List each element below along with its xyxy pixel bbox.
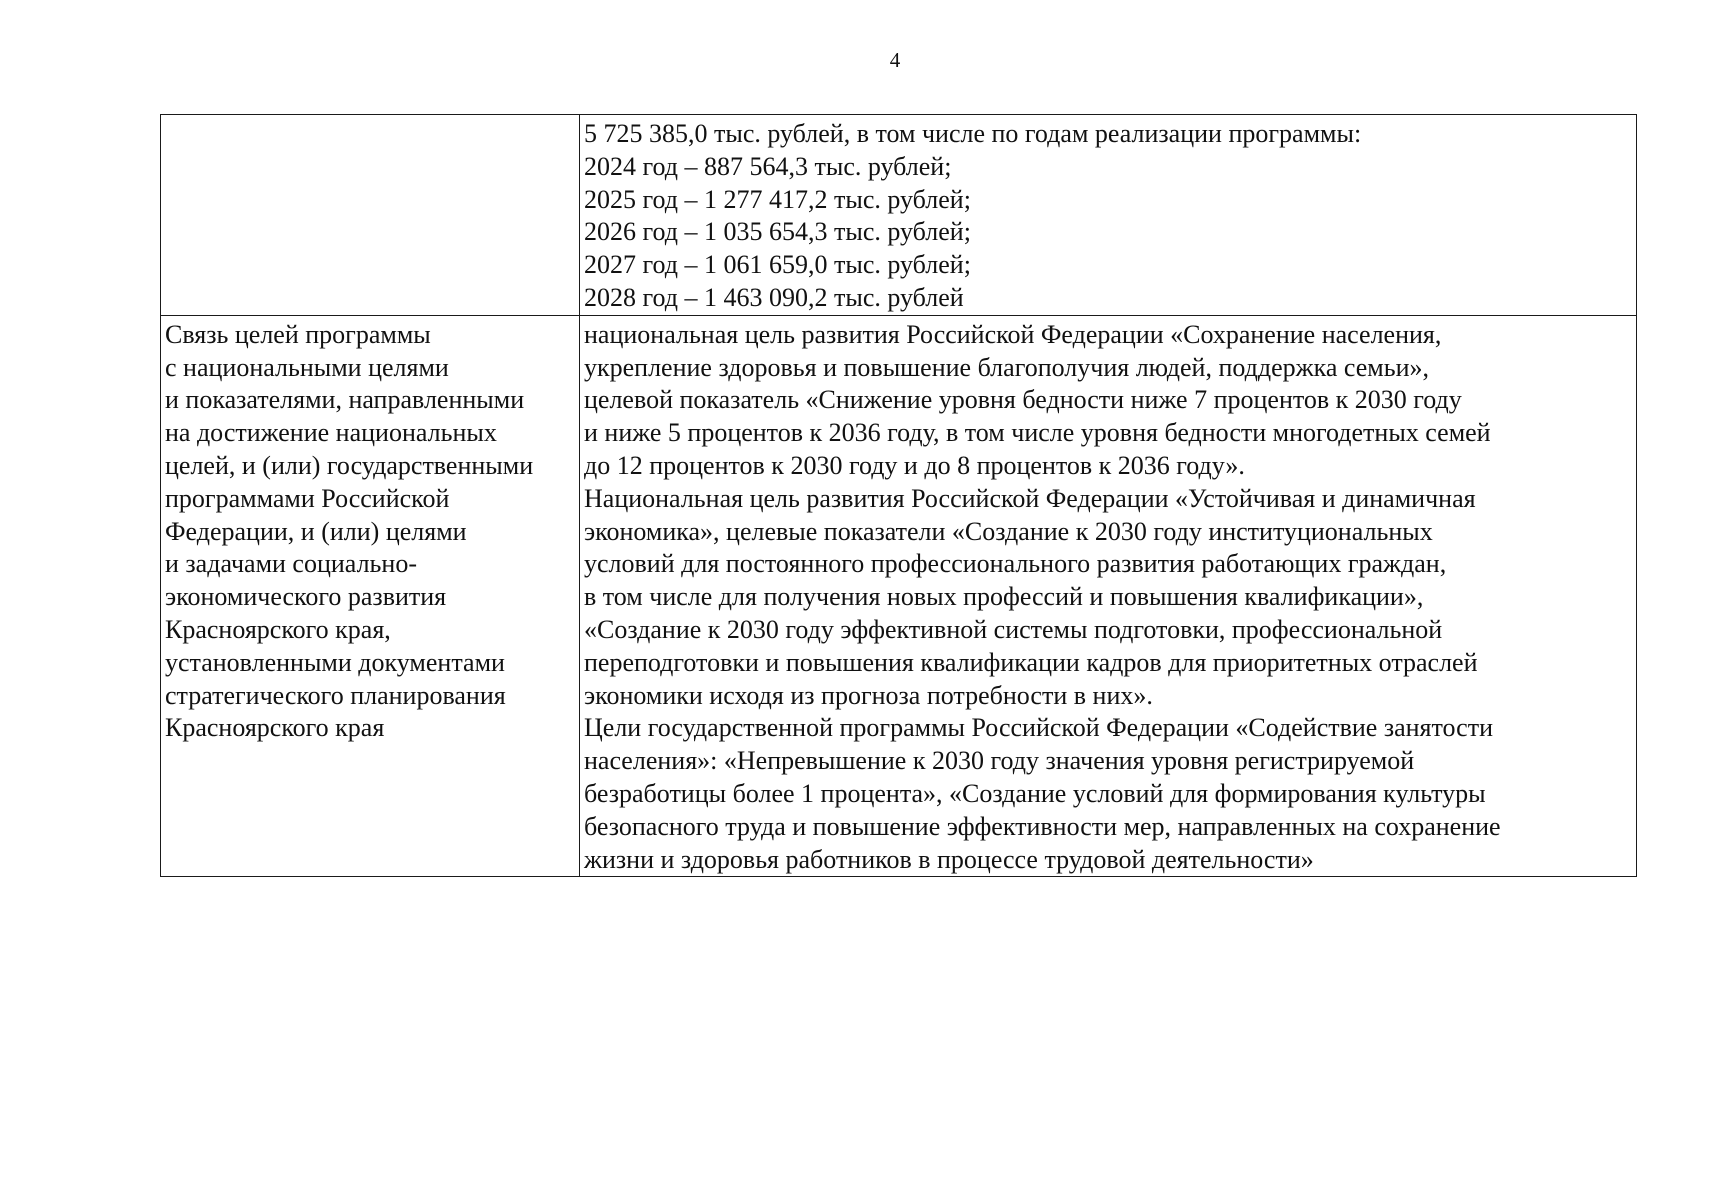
program-passport-table (160, 114, 1637, 877)
text-line: целей, и (или) государственными (165, 450, 534, 480)
funding-value-cell (580, 115, 1637, 316)
text-line: и ниже 5 процентов к 2036 году, в том числе уровня бедности многодетных семей (584, 418, 1491, 448)
text-line: на достижение национальных (165, 418, 497, 448)
text-line: Красноярского края, (165, 614, 391, 644)
page-number: 4 (889, 48, 901, 72)
text-line: Национальная цель развития Российской Федерации «Устойчивая и динамичная (584, 483, 1476, 513)
text-line: 2028 год – 1 463 090,2 тыс. рублей (584, 282, 964, 312)
text-line: 2024 год – 887 564,3 тыс. рублей; (584, 151, 952, 181)
goals-link-value-cell (580, 315, 1637, 877)
text-line: Связь целей программы (165, 319, 431, 349)
text-line: Федерации, и (или) целями (165, 516, 467, 546)
text-line: 2027 год – 1 061 659,0 тыс. рублей; (584, 250, 971, 280)
text-line: безработицы более 1 процента», «Создание условий для формирования культуры (584, 778, 1486, 808)
text-line: населения»: «Непревышение к 2030 году значения уровня регистрируемой (584, 746, 1415, 776)
text-line: экономика», целевые показатели «Создание к 2030 году институциональных (584, 516, 1433, 546)
text-line: укрепление здоровья и повышение благополучия людей, поддержка семьи», (584, 352, 1429, 382)
text-line: и задачами социально- (165, 549, 417, 579)
text-line: установленными документами (165, 647, 505, 677)
text-line: условий для постоянного профессионального развития работающих граждан, (584, 549, 1447, 579)
text-line: национальная цель развития Российской Федерации «Сохранение населения, (584, 319, 1442, 349)
text-line: и показателями, направленными (165, 385, 525, 415)
text-line: безопасного труда и повышение эффективности мер, направленных на сохранение (584, 811, 1501, 841)
funding-label-cell (161, 115, 580, 316)
text-line: стратегического планирования (165, 680, 506, 710)
text-line: «Создание к 2030 году эффективной системы подготовки, профессиональной (584, 614, 1443, 644)
text-line: в том числе для получения новых профессий и повышения квалификации», (584, 582, 1424, 612)
text-line: экономики исходя из прогноза потребности в них». (584, 680, 1153, 710)
text-line: 5 725 385,0 тыс. рублей, в том числе по годам реализации программы: (584, 119, 1362, 148)
table-row-goals-link (161, 315, 1637, 877)
text-line: Красноярского края (165, 713, 385, 743)
text-line: до 12 процентов к 2030 году и до 8 процентов к 2036 году». (584, 450, 1245, 480)
text-line: жизни и здоровья работников в процессе трудовой деятельности» (584, 844, 1314, 874)
text-line: 2025 год – 1 277 417,2 тыс. рублей; (584, 184, 971, 214)
text-line: программами Российской (165, 483, 450, 513)
text-line: переподготовки и повышения квалификации кадров для приоритетных отраслей (584, 647, 1478, 677)
text-line: целевой показатель «Снижение уровня бедности ниже 7 процентов к 2030 году (584, 385, 1462, 415)
text-line: Цели государственной программы Российской Федерации «Содействие занятости (584, 713, 1493, 743)
text-line: с национальными целями (165, 352, 449, 382)
goals-link-label-cell (161, 315, 580, 877)
text-line: экономического развития (165, 582, 447, 612)
table-row-funding (161, 115, 1637, 316)
text-line: 2026 год – 1 035 654,3 тыс. рублей; (584, 217, 971, 247)
